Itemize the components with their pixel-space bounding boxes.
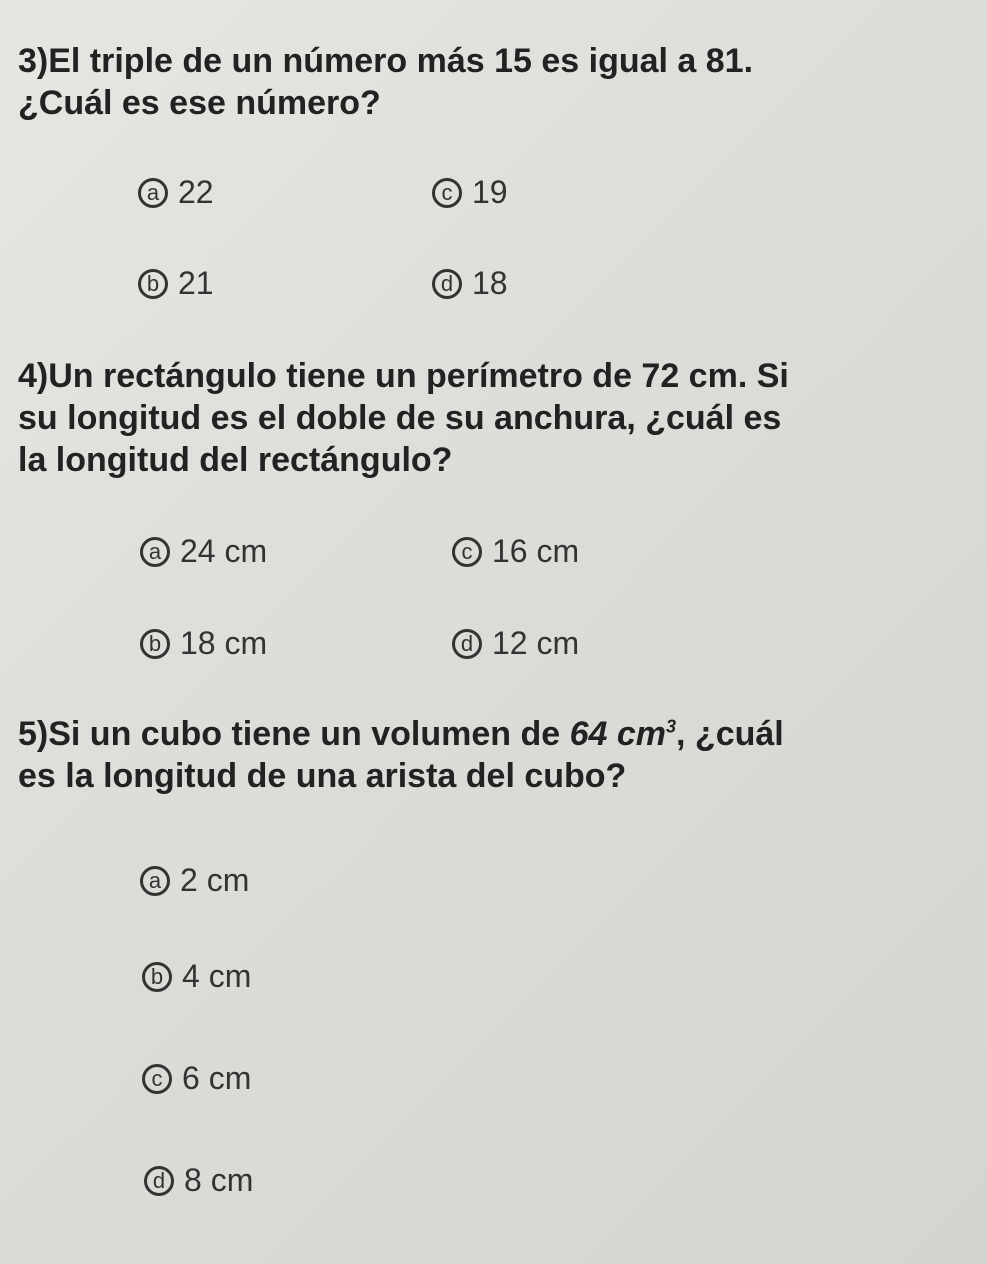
option-5b[interactable]	[142, 958, 251, 995]
option-text: 22	[178, 174, 214, 210]
option-4d[interactable]	[452, 625, 579, 662]
option-letter-circle: b	[142, 962, 172, 992]
option-3b[interactable]	[138, 265, 214, 302]
option-letter-circle: a	[138, 178, 168, 208]
question-5	[18, 713, 958, 797]
question-4	[18, 355, 958, 481]
option-4a[interactable]	[140, 533, 267, 570]
option-text: 18 cm	[180, 625, 268, 661]
option-letter-circle: d	[144, 1166, 174, 1196]
option-5d[interactable]	[144, 1162, 253, 1199]
option-text: 8 cm	[184, 1162, 254, 1198]
option-text: 24 cm	[180, 533, 268, 569]
question-3-line-1: 3)El triple de un número más 15 es igual a 81.	[18, 42, 754, 80]
option-text: 6 cm	[182, 1060, 252, 1096]
question-3	[18, 40, 958, 124]
option-3d[interactable]	[432, 265, 508, 302]
option-5c[interactable]	[142, 1060, 251, 1097]
option-letter-circle: d	[432, 269, 462, 299]
question-4-line-3: la longitud del rectángulo?	[18, 441, 453, 479]
option-text: 2 cm	[180, 862, 250, 898]
option-4c[interactable]	[452, 533, 579, 570]
question-5-line-1: 5)Si un cubo tiene un volumen de 64 $cm^3$, ¿cuál	[18, 715, 784, 753]
option-letter-circle: a	[140, 537, 170, 567]
option-text: 12 cm	[492, 625, 580, 661]
option-letter-circle: a	[140, 866, 170, 896]
option-5a[interactable]	[140, 862, 249, 899]
option-3c[interactable]	[432, 174, 508, 211]
question-5-line-2: es la longitud de una arista del cubo?	[18, 757, 627, 795]
question-3-line-2: ¿Cuál es ese número?	[18, 84, 381, 122]
option-text: 19	[472, 174, 508, 210]
option-text: 18	[472, 265, 508, 301]
question-4-line-1: 4)Un rectángulo tiene un perímetro de 72 cm. Si	[18, 357, 789, 395]
question-4-line-2: su longitud es el doble de su anchura, ¿cuál es	[18, 399, 782, 437]
option-3a[interactable]	[138, 174, 214, 211]
option-4b[interactable]	[140, 625, 267, 662]
option-letter-circle: b	[140, 629, 170, 659]
option-text: 4 cm	[182, 958, 252, 994]
option-text: 21	[178, 265, 214, 301]
option-letter-circle: b	[138, 269, 168, 299]
option-letter-circle: d	[452, 629, 482, 659]
option-letter-circle: c	[142, 1064, 172, 1094]
option-letter-circle: c	[432, 178, 462, 208]
option-text: 16 cm	[492, 533, 580, 569]
option-letter-circle: c	[452, 537, 482, 567]
